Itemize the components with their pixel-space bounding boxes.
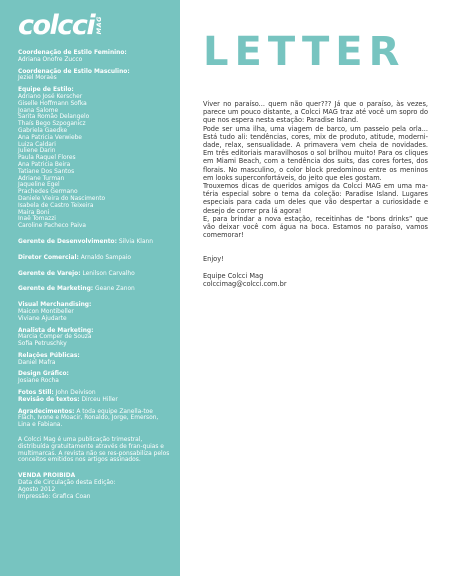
- paragraph: Viver no paraíso... quem não quer??? Já que o paraíso, às vezes, parece um pouco distante, a Colcci MAG traz até você um sopro do que nos espera nesta estação: Paradise Island.: [203, 100, 428, 125]
- credit-relacoes-publicas: Relações Públicas: Daniel Mafra: [18, 352, 80, 366]
- list-item: Jaqueline Egel: [18, 182, 60, 189]
- list-item: Adriano José Kerscher: [18, 93, 83, 100]
- page-title: LETTER: [203, 29, 406, 75]
- list-item: Caroline Pacheco Paiva: [18, 223, 86, 230]
- credit-diretor-comercial: Diretor Comercial: Arnaldo Sampaio: [18, 254, 132, 261]
- colcci-mag-logo: [18, 10, 172, 41]
- credit-coord-fem: Coordenação de Estilo Feminino: Adriana Onofre Zucco: [18, 50, 127, 63]
- list-item: Maira Boni: [18, 209, 50, 216]
- list-item: Inaê Tomazzi: [18, 216, 56, 223]
- list-item: Prachedes Germano: [18, 189, 78, 196]
- credit-gerente-marketing: Gerente de Marketing: Geane Zanon: [18, 286, 135, 293]
- list-item: Joana Salome: [18, 107, 59, 114]
- list-item: Giselle Hoffmann Sofka: [18, 100, 87, 107]
- list-item: Thaís Bego Szpoganicz: [18, 121, 86, 128]
- list-item: Paula Raquel Flores: [18, 155, 76, 162]
- credit-analista-marketing: Analista de Marketing: Marcia Comper de Souza Sofia Petruschky: [18, 327, 94, 348]
- signature-block: [203, 239, 428, 288]
- list-item: Juliene Darin: [18, 148, 56, 155]
- sign-off: Enjoy!: [203, 255, 224, 264]
- letter-body: [203, 100, 428, 239]
- logo-mag-label: MAG: [95, 16, 104, 35]
- list-item: Tatiane Dos Santos: [18, 168, 75, 175]
- credit-equipe-estilo: Equipe de Estilo: Adriano José Kerscher Giselle Hoffmann Sofka Joana Salome Sarita Romão Delangelo Thaís Bego Szpoganicz Gabriela Gaedke Ana Patricia Verwiebe Luiza Caldari Juliene Darin Paula Raquel Flores Ana Patricia Beira Tatiane Dos Santos Adriane Turman Jaqueline Egel Prachedes Germano Daniele Vieira do Nascimento Isabela de Castro Teixeira Maira Boni Inaê Tomazzi Caroline Pacheco Paiva: [18, 87, 172, 230]
- paragraph: Trouxemos dicas de queridos amigos da Colcci MAG em uma ma-téria especial sobre o tema da coleção: Paradise Island. Lugares especiais para cada um deles que vão despertar a curiosidade e desejo de correr pra lá agora!: [203, 182, 428, 215]
- credits-sidebar: [0, 0, 180, 576]
- list-item: Luiza Caldari: [18, 141, 56, 148]
- credit-gerente-varejo: Gerente de Varejo: Lenilson Carvalho: [18, 270, 135, 277]
- publication-note: A Colcci Mag é uma publicação trimestral, distribuída gratuitamente através de fran-quias e multimarcas. A revista não se res-ponsabiliza pelos conceitos emitidos nos artigos assinados.: [18, 437, 170, 464]
- credit-agradecimentos: Agradecimentos: A toda equipe Zanella-toe Flach, Ivone e Moacir, Ronaldo, Jorge, Emerson, Lina e Fabiana.: [18, 408, 159, 429]
- credit-visual-merchandising: Visual Merchandising: Maicon Montibeller Viviane Ajudarte: [18, 302, 92, 322]
- list-item: Ana Patricia Beira: [18, 161, 71, 168]
- credit-gerente-desenvolvimento: Gerente de Desenvolvimento: Silvia Klann: [18, 238, 154, 245]
- signature-name: Equipe Colcci Mag: [203, 271, 264, 280]
- list-item: Ana Patricia Verwiebe: [18, 134, 82, 141]
- signature-email: colccimag@colcci.com.br: [203, 279, 287, 288]
- list-item: Sarita Romão Delangelo: [18, 114, 90, 121]
- paragraph: Pode ser uma ilha, uma viagem de barco, um passeio pela orla... Está tudo ali: tendências, cores, mix de produto, atitude, moderni-dade, relax, sensualidade. A primavera vem cheia de novidades. Em três editoriais maravilhosos o sol brilhou muito! Para os cliques em Miami Beach, com a tendência dos suits, das cores fortes, dos florais. No masculino, o color block predominou entre os meninos em looks superconfortáveis, do jeito que eles gostam.: [203, 124, 428, 182]
- credit-design-grafico: Design Gráfico: Josiane Rocha: [18, 371, 69, 385]
- logo-wordmark: colcci: [18, 10, 95, 41]
- credit-fotos-revisao: Fotos Still: John Deivison Revisão de textos: Dirceu Hiller: [18, 390, 118, 403]
- credit-coord-masc: Coordenação de Estilo Masculino: Jeziel Moraes: [18, 68, 130, 82]
- paragraph: E, para brindar a nova estação, receitinhas de “bons drinks” que vão deixar você com água na boca. Estamos no paraíso, vamos comemorar!: [203, 214, 428, 240]
- list-item: Gabriela Gaedke: [18, 127, 68, 134]
- list-item: Adriane Turman: [18, 175, 65, 182]
- credit-venda-proibida: VENDA PROIBIDA Data de Circulação desta Edição: Agosto 2012 Impressão: Grafica Coan: [18, 473, 116, 500]
- letter-column: [203, 30, 428, 288]
- equipe-list: [18, 94, 172, 230]
- list-item: Daniele Vieira do Nascimento: [18, 195, 106, 202]
- list-item: Isabela de Castro Teixeira: [18, 202, 94, 209]
